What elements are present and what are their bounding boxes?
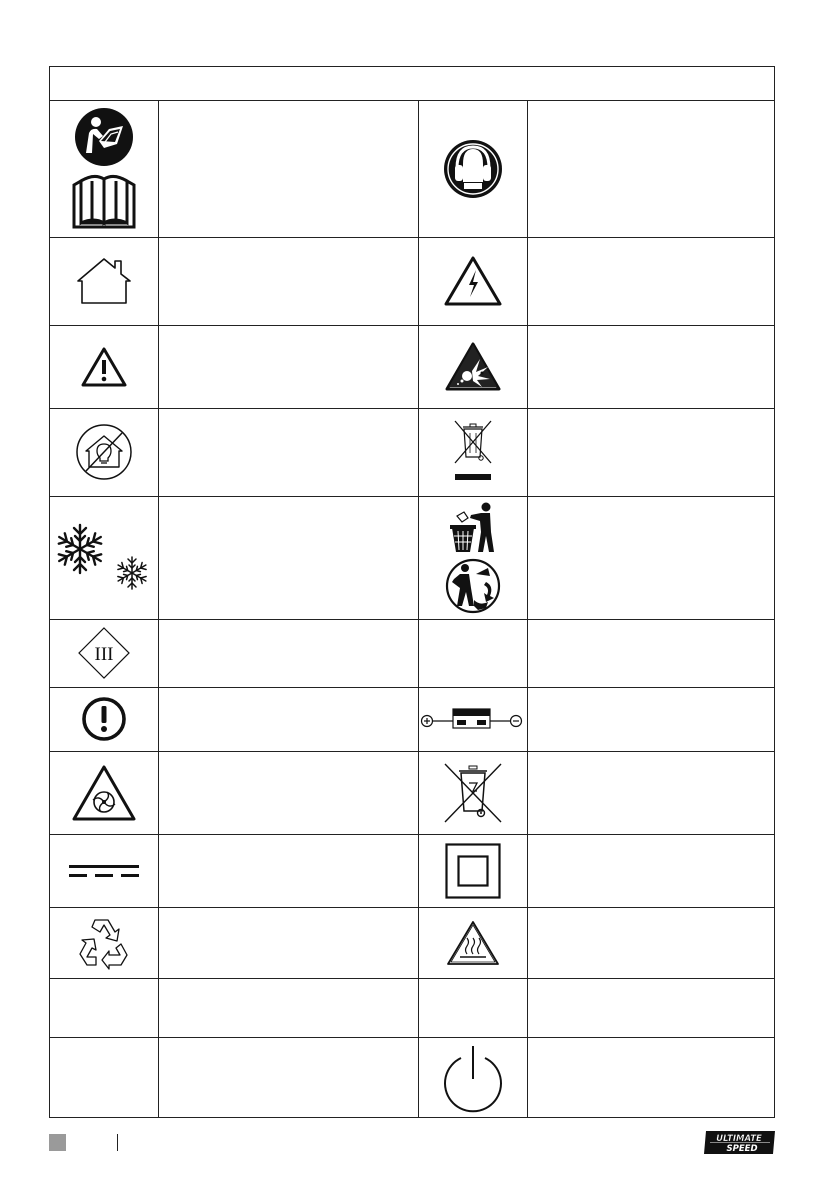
- hot-surface-warning-icon: [418, 907, 527, 978]
- explosion-warning-icon: [418, 325, 527, 408]
- read-manual-icon: [50, 101, 158, 237]
- direct-current-icon: [50, 834, 158, 907]
- symbol-description: [527, 907, 776, 978]
- general-warning-icon: [50, 325, 158, 408]
- footer-divider: [117, 1134, 118, 1151]
- symbol-description: [158, 237, 418, 325]
- svg-text:III: III: [94, 644, 114, 665]
- symbol-description: [158, 907, 418, 978]
- ear-protection-icon: [418, 101, 527, 237]
- symbol-description: [527, 687, 776, 751]
- electric-shock-warning-icon: [418, 237, 527, 325]
- caution-circle-icon: [50, 687, 158, 751]
- symbol-description: [527, 834, 776, 907]
- crossed-wheelie-bin-icon: [418, 751, 527, 834]
- symbol-description: [158, 1037, 418, 1119]
- crossed-bin-icon: [418, 408, 527, 496]
- recycling-icon: [50, 907, 158, 978]
- frost-snowflake-icon: [50, 496, 158, 619]
- not-for-household-lighting-icon: [50, 408, 158, 496]
- power-icon: [418, 1037, 527, 1119]
- symbol-description: [527, 978, 776, 1037]
- symbol-description: [527, 101, 776, 237]
- empty-symbol-cell: [50, 978, 158, 1037]
- symbol-description: [158, 496, 418, 619]
- indoor-use-icon: [50, 237, 158, 325]
- tidyman-recycle-icon: [418, 496, 527, 619]
- rotating-parts-warning-icon: [50, 751, 158, 834]
- symbol-description: [527, 325, 776, 408]
- battery-polarity-icon: [418, 687, 527, 751]
- table-header: [50, 67, 774, 101]
- symbol-description: [527, 408, 776, 496]
- symbol-description: [527, 496, 776, 619]
- symbol-description: [527, 1037, 776, 1119]
- symbol-description: [158, 408, 418, 496]
- svg-text:SPEED: SPEED: [726, 1144, 758, 1154]
- symbol-description: [527, 619, 776, 687]
- symbol-description: [158, 751, 418, 834]
- symbol-description: [158, 101, 418, 237]
- svg-text:ULTIMATE: ULTIMATE: [716, 1134, 762, 1144]
- protection-class-ii-icon: [418, 834, 527, 907]
- symbol-description: [158, 687, 418, 751]
- empty-symbol-cell: [50, 1037, 158, 1119]
- symbol-description: [527, 751, 776, 834]
- symbol-description: [158, 978, 418, 1037]
- protection-class-iii-icon: [50, 619, 158, 687]
- empty-symbol-cell: [418, 978, 527, 1037]
- ultimate-speed-logo: [704, 1131, 775, 1154]
- symbol-description: [158, 834, 418, 907]
- symbol-description: [158, 325, 418, 408]
- symbol-description: [527, 237, 776, 325]
- symbol-table: [49, 66, 775, 1118]
- symbol-description: [158, 619, 418, 687]
- empty-symbol-cell: [418, 619, 527, 687]
- page-marker: [49, 1134, 66, 1151]
